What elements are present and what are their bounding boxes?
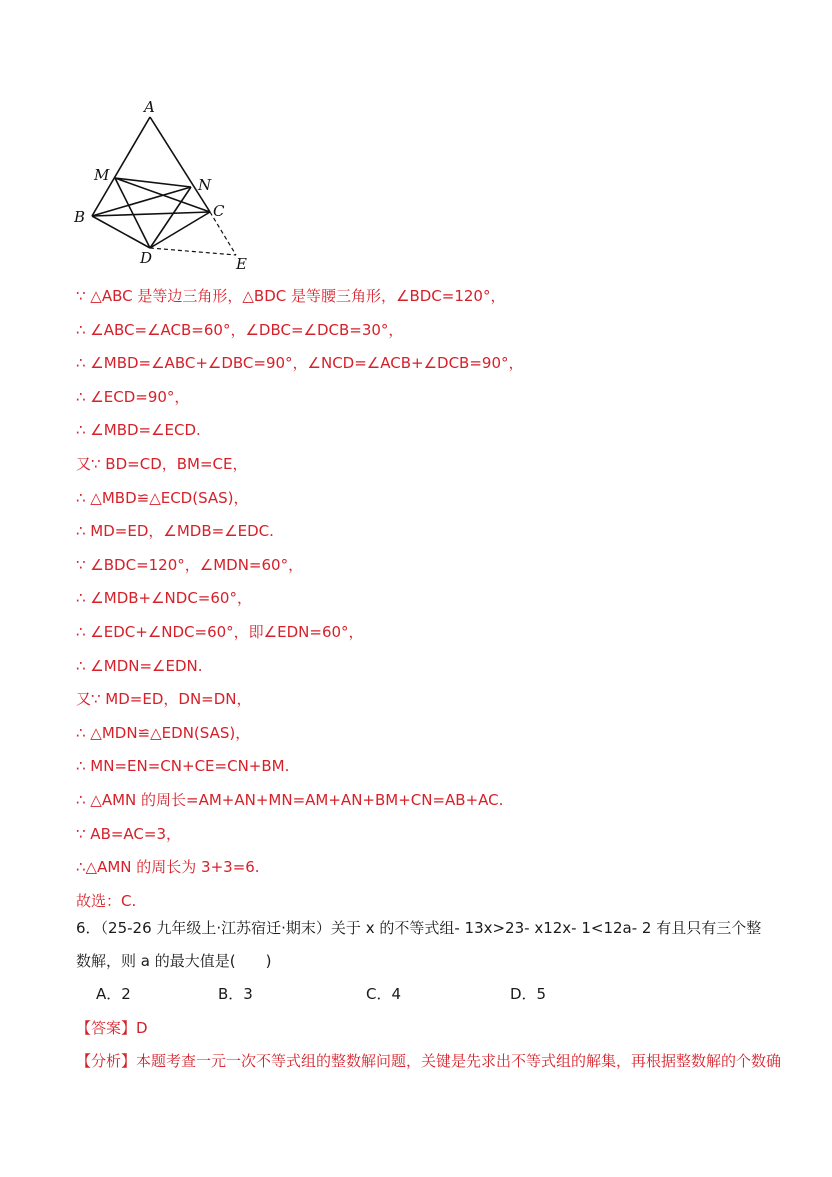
option-d: D．5 [510, 985, 547, 1003]
geometry-figure [60, 95, 280, 280]
proof-line: 又∵ MD=ED，DN=DN， [76, 690, 252, 709]
proof-line: ∴ ∠MBD=∠ABC+∠DBC=90°，∠NCD=∠ACB+∠DCB=90°， [76, 354, 524, 373]
label-C: C [213, 202, 225, 220]
label-E: E [236, 255, 247, 273]
proof-line: 又∵ BD=CD，BM=CE， [76, 454, 248, 473]
proof-line: ∴ △AMN 的周长=AM+AN+MN=AM+AN+BM+CN=AB+AC. [76, 790, 504, 809]
question-stem: 6．（25-26 九年级上·江苏宿迁·期末）关于 x 的不等式组- 13x>23- x12x- 1<12a- 2 有且只有三个整数解，则 a 的最大值是( ) [76, 919, 762, 970]
proof-line: ∴ ∠EDC+∠NDC=60°，即∠EDN=60°， [76, 622, 364, 641]
answer-value: D [136, 1019, 148, 1037]
proof-line: ∴ △MBD≌△ECD(SAS)， [76, 488, 249, 507]
proof-line: ∴ ∠MDN=∠EDN. [76, 656, 203, 675]
proof-line: ∴ ∠MBD=∠ECD. [76, 421, 201, 440]
proof-line: ∴ △MDN≌△EDN(SAS)， [76, 723, 251, 742]
proof-line: ∴ MD=ED，∠MDB=∠EDC. [76, 522, 274, 541]
label-N: N [198, 176, 212, 194]
option-a: A．2 [96, 985, 131, 1003]
option-c: C．4 [366, 985, 402, 1003]
label-M: M [94, 166, 110, 184]
proof-line: ∴△AMN 的周长为 3+3=6. [76, 858, 260, 877]
label-B: B [74, 208, 86, 226]
analysis-line [76, 1045, 781, 1077]
label-A: A [144, 98, 155, 116]
proof-line: ∴ ∠ABC=∠ACB=60°，∠DBC=∠DCB=30°， [76, 320, 404, 339]
segment-AC [150, 117, 210, 212]
answer-tag: 【答案】 [76, 1019, 137, 1037]
proof-line: ∴ ∠ECD=90°， [76, 387, 190, 406]
segment-BC [92, 212, 210, 216]
proof-line: ∵ AB=AC=3， [76, 824, 182, 843]
proof-line: ∵ △ABC 是等边三角形，△BDC 是等腰三角形，∠BDC=120°， [76, 287, 506, 305]
segment-ND [150, 187, 191, 248]
proof-line: ∴ ∠MDB+∠NDC=60°， [76, 589, 252, 608]
segment-DE-dashed [150, 248, 236, 255]
proof-block [76, 280, 776, 918]
answer-line [76, 1012, 148, 1044]
analysis-tag: 【分析】 [76, 1052, 137, 1070]
option-b: B．3 [218, 985, 253, 1003]
segment-CD [150, 212, 210, 248]
proof-line: ∴ MN=EN=CN+CE=CN+BM. [76, 757, 290, 776]
proof-conclusion: 故选：C. [76, 891, 137, 910]
proof-line: ∵ ∠BDC=120°，∠MDN=60°， [76, 555, 304, 574]
label-D: D [140, 249, 153, 267]
analysis-text: 本题考查一元一次不等式组的整数解问题，关键是先求出不等式组的解集，再根据整数解的个数确 [136, 1052, 782, 1070]
triangle-diagram [60, 95, 280, 280]
question-options [96, 978, 756, 1010]
